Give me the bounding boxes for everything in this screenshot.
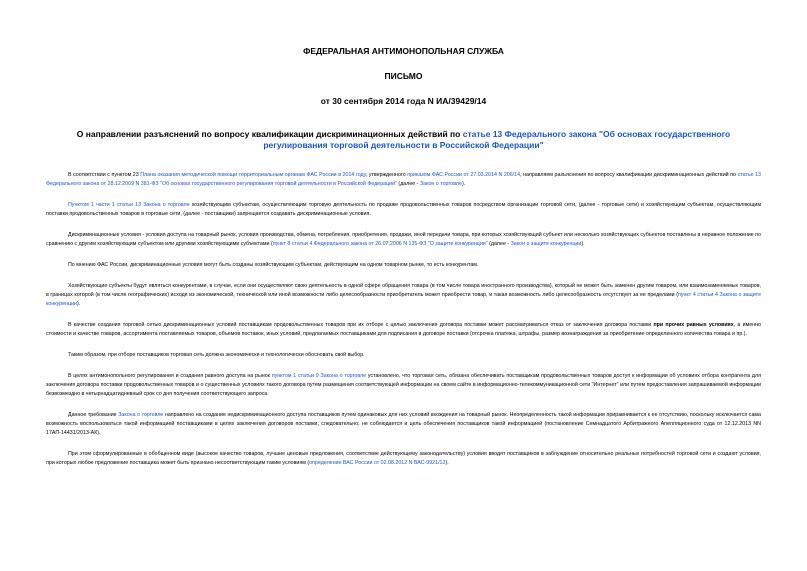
p1-text-1: В соответствии с пунктом 23 — [68, 172, 141, 178]
vas-determination-link[interactable]: определение ВАС России от 02.08.2012 N ВАС-9921/12 — [309, 460, 446, 466]
p3-text-3: ). — [581, 241, 585, 247]
p6-text-1: В качестве создания торговой сетью дискриминационных условий поставщикам продовольственных товаров при их отборе с целью заключения договора поставки может рассматриваться отказ от заключения договора поставки — [68, 322, 654, 328]
title-text: О направлении разъяснений по вопросу квалификации дискриминационных действий по — [76, 129, 463, 139]
title-law-link[interactable]: статье 13 Федерального закона "Об основах государственного регулирования торговой деятельности в Российской Федерации" — [263, 129, 731, 150]
p8-text-2: установлено, что торговая сеть, обязана обеспечивать поставщикам продовольственных товаров доступ к информации об условиях отбора контрагента для заключения договора поставки продовольственных товаров и о существенных условиях такого договора путем размещения соответствующей информации на своем сайте в информационно-телекоммуникационной сети "Интернет" или путем предоставления запрашиваемой информации безвозмездно в четырнадцатидневный срок со дня получения соответствующего запроса. — [46, 373, 761, 397]
p6-bold-text: при прочих равных условиях — [653, 322, 734, 328]
article-4-point-4-link[interactable]: пункт 4 статьи 4 Закона о защите конкуренции — [46, 292, 761, 307]
p3-text-1: Дискриминационные условия - условия доступа на товарный рынок, условия производства, обмена, потребления, приобретения, продажи, иной передачи товара, при которых хозяйствующий субъект или несколько хозяйствующих субъектов поставлены в неравное положение по сравнению с другим хозяйствующим субъектом или другими хозяйствующими субъектами ( — [46, 232, 761, 247]
paragraph-9 — [46, 411, 761, 438]
article-13-point-1-link[interactable]: Пунктом 1 части 1 статьи 13 Закона о торговле — [68, 202, 190, 208]
paragraph-4: По мнению ФАС России, дискриминационные условия могут быть созданы хозяйствующим субъектам, действующим на одном товарном рынке, то есть конкурентам. — [68, 262, 479, 268]
paragraph-10 — [46, 450, 761, 468]
article-9-point-1-link[interactable]: пунктом 1 статьи 9 Закона о торговле — [271, 373, 367, 379]
paragraph-3 — [46, 231, 761, 249]
trade-law-link-2[interactable]: Закона о торговле — [118, 412, 164, 418]
document-type: ПИСЬМО — [384, 71, 423, 81]
law-381-link[interactable]: статье 13 Федерального закона от 28.12.2009 N 381-ФЗ "Об основах государственного регулирования торговой деятельности в Российской Федерации" — [46, 172, 761, 187]
document-title — [66, 129, 741, 151]
competition-law-link[interactable]: Закон о защите конкуренции — [510, 241, 582, 247]
p1-text-2: , утвержденного — [365, 172, 408, 178]
p2-text-1: хозяйствующим субъектам, осуществляющим торговую деятельность по продаже продовольственных товаров посредством организации торговой сети, (далее - торговые сети) и хозяйствующим субъектам, осуществляющим поставки продовольственных товаров в торговые сети, (далее - поставщики) запрещается создавать дискриминационные условия. — [46, 202, 761, 217]
paragraph-5 — [46, 282, 761, 309]
plan-link[interactable]: Плана оказания методической помощи территориальным органам ФАС России в 2014 году — [140, 172, 366, 178]
p9-text-2: направлено на создание недискриминационного доступа поставщиков путем одинаковых для них условий вхождения на товарный рынок. Неопределенность такой информации приравнивается к ее отсутствию, поскольку исключается сама возможность воспользоваться такой информацией поставщиками в целях заключения договоров поставки, следовательно, не соблюдается и цель обеспечения поставщиков такой информацией (постановление Семнадцатого Арбитражного Апелляционного суда от 12.12.2013 NN 17АП-14431/2013-АК). — [46, 412, 761, 436]
p5-text-1: Хозяйствующие субъекты будут являться конкурентами, в случае, если они осуществляют свою деятельность в одной сфере обращения товара (в том числе товара иностранного производства), который не может быть заменен другим товаром, или взаимозаменяемых товаров, в границах которой (в том числе географических) исходя из экономической, технической или иной возможности либо целесообразности приобретатель может приобрести товар, и такая возможность либо целесообразность отсутствует за ее пределами ( — [46, 283, 761, 298]
p1-text-4: (далее - — [396, 181, 420, 187]
paragraph-7: Таким образом, при отборе поставщиков торговая сеть должна экономически и технологически обосновать свой выбор. — [68, 352, 365, 358]
p10-text-1: При этом сформулированные в обобщенном виде (высокое качество товаров, лучшие ценовые предложения, соответствие действующему законодательству) условия вводят поставщиков в заблуждение относительно реальных потребностей торговой сети и создают условия, при которых любое предложение поставщика может быть признано несоответствующим таким условиям ( — [46, 451, 761, 466]
paragraph-6 — [46, 321, 761, 339]
p6-text-2: , а именно стоимости и качестве товаров, ассортимента поставляемых товаров, объемов поставок, иных условий, предлагаемых поставщиками для подписания в договоре поставки (отсрочка платежа, штрафы, размер вознаграждения за приобретение определенного количества товара и пр.). — [46, 322, 761, 337]
p10-text-2: ). — [445, 460, 449, 466]
document-date-number: от 30 сентября 2014 года N ИА/39429/14 — [320, 96, 487, 106]
p1-text-5: ). — [461, 181, 466, 187]
p1-text-3: , направляем разъяснения по вопросу квалификации дискриминационных действий по — [520, 172, 738, 178]
trade-law-link[interactable]: Закон о торговле — [419, 181, 462, 187]
p3-text-2: (далее - — [487, 241, 511, 247]
paragraph-2 — [46, 201, 761, 219]
p9-text-1: Данное требование — [68, 412, 119, 418]
paragraph-8 — [46, 372, 761, 399]
p5-text-2: ). — [76, 301, 81, 307]
agency-name: ФЕДЕРАЛЬНАЯ АНТИМОНОПОЛЬНАЯ СЛУЖБА — [303, 46, 504, 56]
order-link[interactable]: приказом ФАС России от 27.03.2014 N 206/14 — [407, 172, 521, 178]
law-135-link[interactable]: пункт 8 статьи 4 Федерального закона от 26.07.2006 N 135-ФЗ "О защите конкуренции" — [272, 241, 488, 247]
p8-text-1: В целях антимонопольного регулирования и создания равного доступа на рынок — [68, 373, 272, 379]
paragraph-1 — [46, 171, 761, 189]
